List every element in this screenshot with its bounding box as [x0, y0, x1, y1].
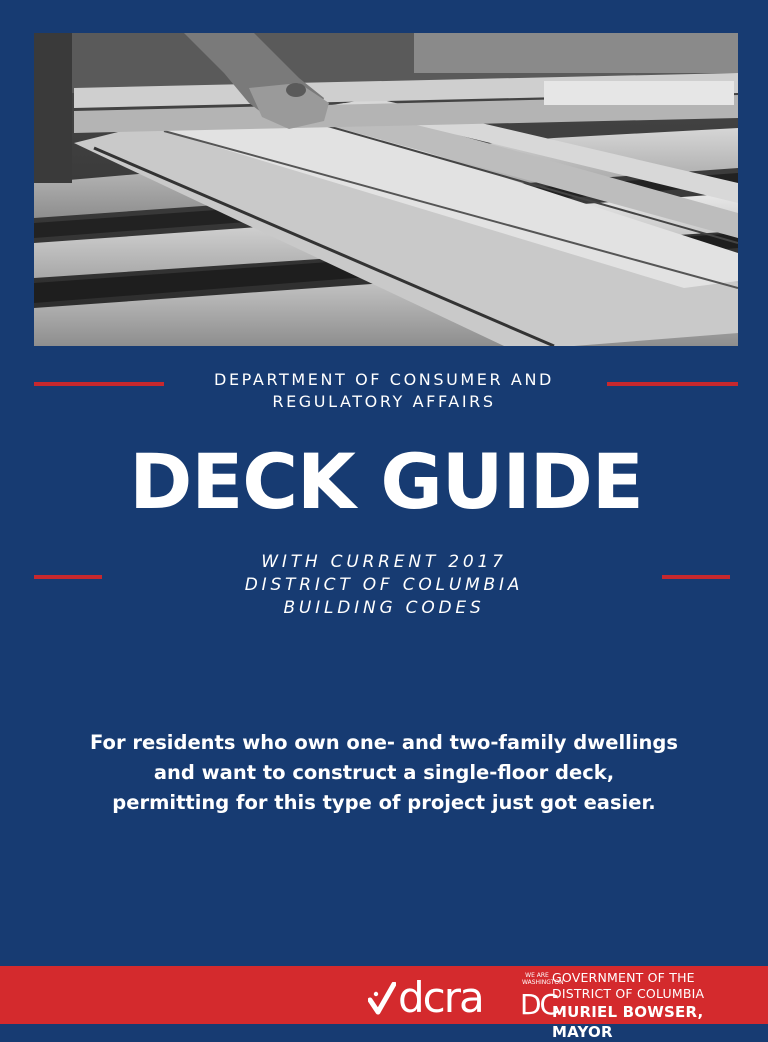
subtitle	[150, 551, 618, 620]
page-title: DECK GUIDE	[129, 437, 643, 526]
subtitle-line-3: BUILDING CODES	[283, 598, 485, 618]
dcra-logo	[368, 972, 483, 1022]
subtitle-line-2: DISTRICT OF COLUMBIA	[244, 575, 524, 595]
red-rule-top-left	[34, 382, 164, 386]
intro-line-3: permitting for this type of project just got easier.	[112, 791, 656, 814]
hero-photo-deck-boards	[34, 33, 738, 346]
intro-paragraph	[34, 728, 734, 818]
red-rule-mid-right	[662, 575, 730, 579]
gov-line-1: GOVERNMENT OF THE	[552, 970, 695, 985]
gov-line-2: DISTRICT OF COLUMBIA	[552, 986, 705, 1001]
dcra-wordmark: dcra	[398, 973, 483, 1022]
mayor-name: MURIEL BOWSER, MAYOR	[552, 1003, 704, 1041]
red-rule-top-right	[607, 382, 738, 386]
intro-line-1: For residents who own one- and two-family dwellings	[90, 731, 678, 754]
dc-tagline: WE ARE WASHINGTON	[522, 972, 564, 986]
checkmark-icon	[368, 982, 396, 1016]
department-name: DEPARTMENT OF CONSUMER AND REGULATORY AFFAIRS	[214, 370, 554, 411]
intro-line-2: and want to construct a single-floor deck,	[153, 761, 615, 784]
subtitle-line-1: WITH CURRENT 2017	[261, 552, 507, 572]
dc-logo-letters: DC	[520, 988, 558, 1021]
red-rule-mid-left	[34, 575, 102, 579]
government-credit	[552, 970, 766, 1042]
